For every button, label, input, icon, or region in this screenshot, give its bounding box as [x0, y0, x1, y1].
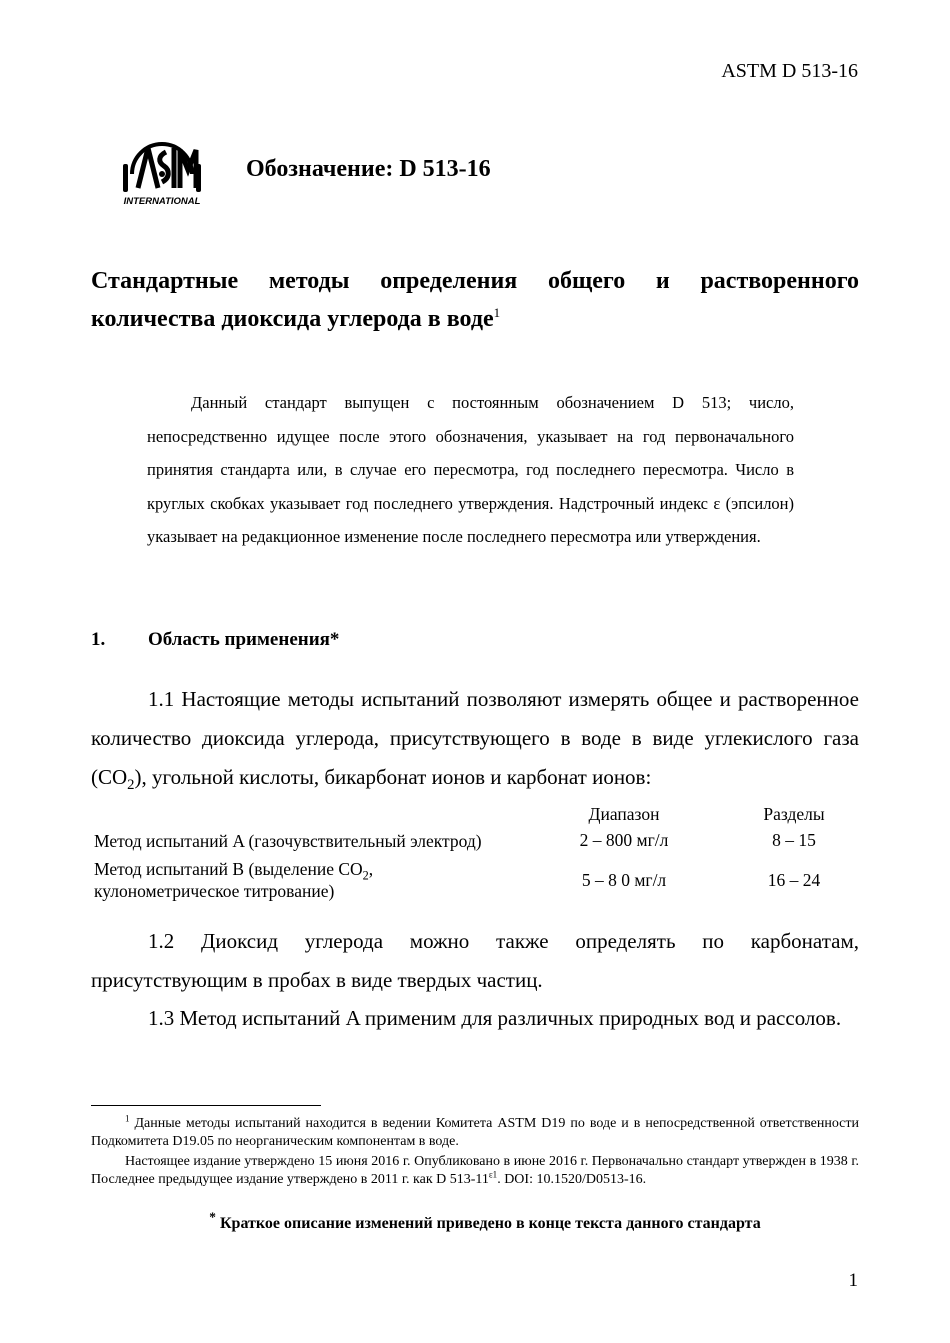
method-name-part: Метод испытаний B (выделение CO: [94, 859, 363, 879]
change-summary-text: Краткое описание изменений приведено в конце текста данного стандарта: [219, 1215, 761, 1233]
method-range: 2 – 800 мг/л: [579, 830, 669, 850]
page-number: 1: [848, 1270, 858, 1291]
footnote-1: [91, 1115, 859, 1151]
paragraph-number: 1.1: [148, 687, 175, 711]
method-sections: 16 – 24: [767, 870, 821, 890]
paragraph-text: ), угольной кислоты, бикарбонат ионов и карбонат ионов:: [134, 765, 652, 789]
paragraph-number: 1.2: [148, 929, 175, 953]
change-summary-note: [91, 1210, 859, 1233]
paragraph-number: 1.3: [148, 1006, 175, 1030]
method-name: Метод испытаний A (газочувствительный электрод): [94, 831, 482, 851]
footnote-edition: [91, 1153, 859, 1189]
astm-logo-icon: [118, 130, 206, 208]
paragraph-text: Настоящие методы испытаний позволяют измерять общее и растворенное количество диоксида углерода, присутствующего в воде в виде углекислого газа (CO: [91, 687, 859, 789]
footnote-superscript: ε1: [488, 1169, 498, 1180]
paragraph-text: Диоксид углерода можно также определять по карбонатам, присутствующим в пробах в виде твердых частиц.: [91, 929, 859, 992]
footnote-text: Настоящее издание утверждено 15 июня 2016 г. Опубликовано в июне 2016 г. Первоначально стандарт утвержден в 1938 г. Последнее предыдущее издание утверждено в 2011 г. как D 513-11: [91, 1154, 859, 1187]
footnote-divider: [91, 1105, 321, 1106]
footnote-mark: 1: [125, 1113, 130, 1124]
paragraph-1-1: [91, 680, 859, 797]
title-footnote-ref[interactable]: 1: [493, 305, 501, 320]
method-name-part: ,: [368, 859, 374, 879]
designation-heading: Обозначение: D 513-16: [246, 156, 491, 182]
paragraph-text: Метод испытаний A применим для различных природных вод и рассолов.: [179, 1006, 842, 1030]
footnote-text: . DOI: 10.1520/D0513-16.: [497, 1172, 647, 1187]
paragraph-1-3: [91, 999, 859, 1038]
column-header-range: Диапазон: [588, 804, 660, 824]
subscript: 2: [127, 777, 135, 794]
method-name-part: кулонометрическое титрование): [94, 881, 335, 901]
asterisk-mark: *: [209, 1210, 216, 1225]
section-number: 1.: [91, 629, 106, 650]
method-name: [94, 858, 373, 902]
section-title: Область применения*: [148, 629, 340, 650]
method-sections: 8 – 15: [772, 830, 816, 850]
column-header-sections: Разделы: [763, 804, 825, 824]
document-title: [91, 262, 859, 338]
title-line-2: количества диоксида углерода в воде: [91, 306, 494, 332]
document-id-header: ASTM D 513-16: [721, 60, 858, 82]
standard-notice: Данный стандарт выпущен с постоянным обозначением D 513; число, непосредственно идущее после этого обозначения, указывает на год первоначального принятия стандарта или, в случае его пересмотра, год последнего пересмотра. Число в круглых скобках указывает год последнего утверждения. Надстрочный индекс ε (эпсилон) указывает на редакционное изменение после последнего пересмотра или утверждения.: [147, 393, 794, 546]
paragraph-1-2: [91, 922, 859, 1000]
subscript: 2: [362, 868, 369, 883]
footnote-text: Данные методы испытаний находится в ведении Комитета ASTM D19 по воде и в непосредственной ответственности Подкомитета D19.05 по неорганическим компонентам в воде.: [91, 1116, 860, 1149]
title-line-1: Стандартные методы определения общего и растворенного: [91, 268, 859, 294]
method-range: 5 – 8 0 мг/л: [581, 870, 667, 890]
svg-text:INTERNATIONAL: INTERNATIONAL: [123, 196, 201, 207]
